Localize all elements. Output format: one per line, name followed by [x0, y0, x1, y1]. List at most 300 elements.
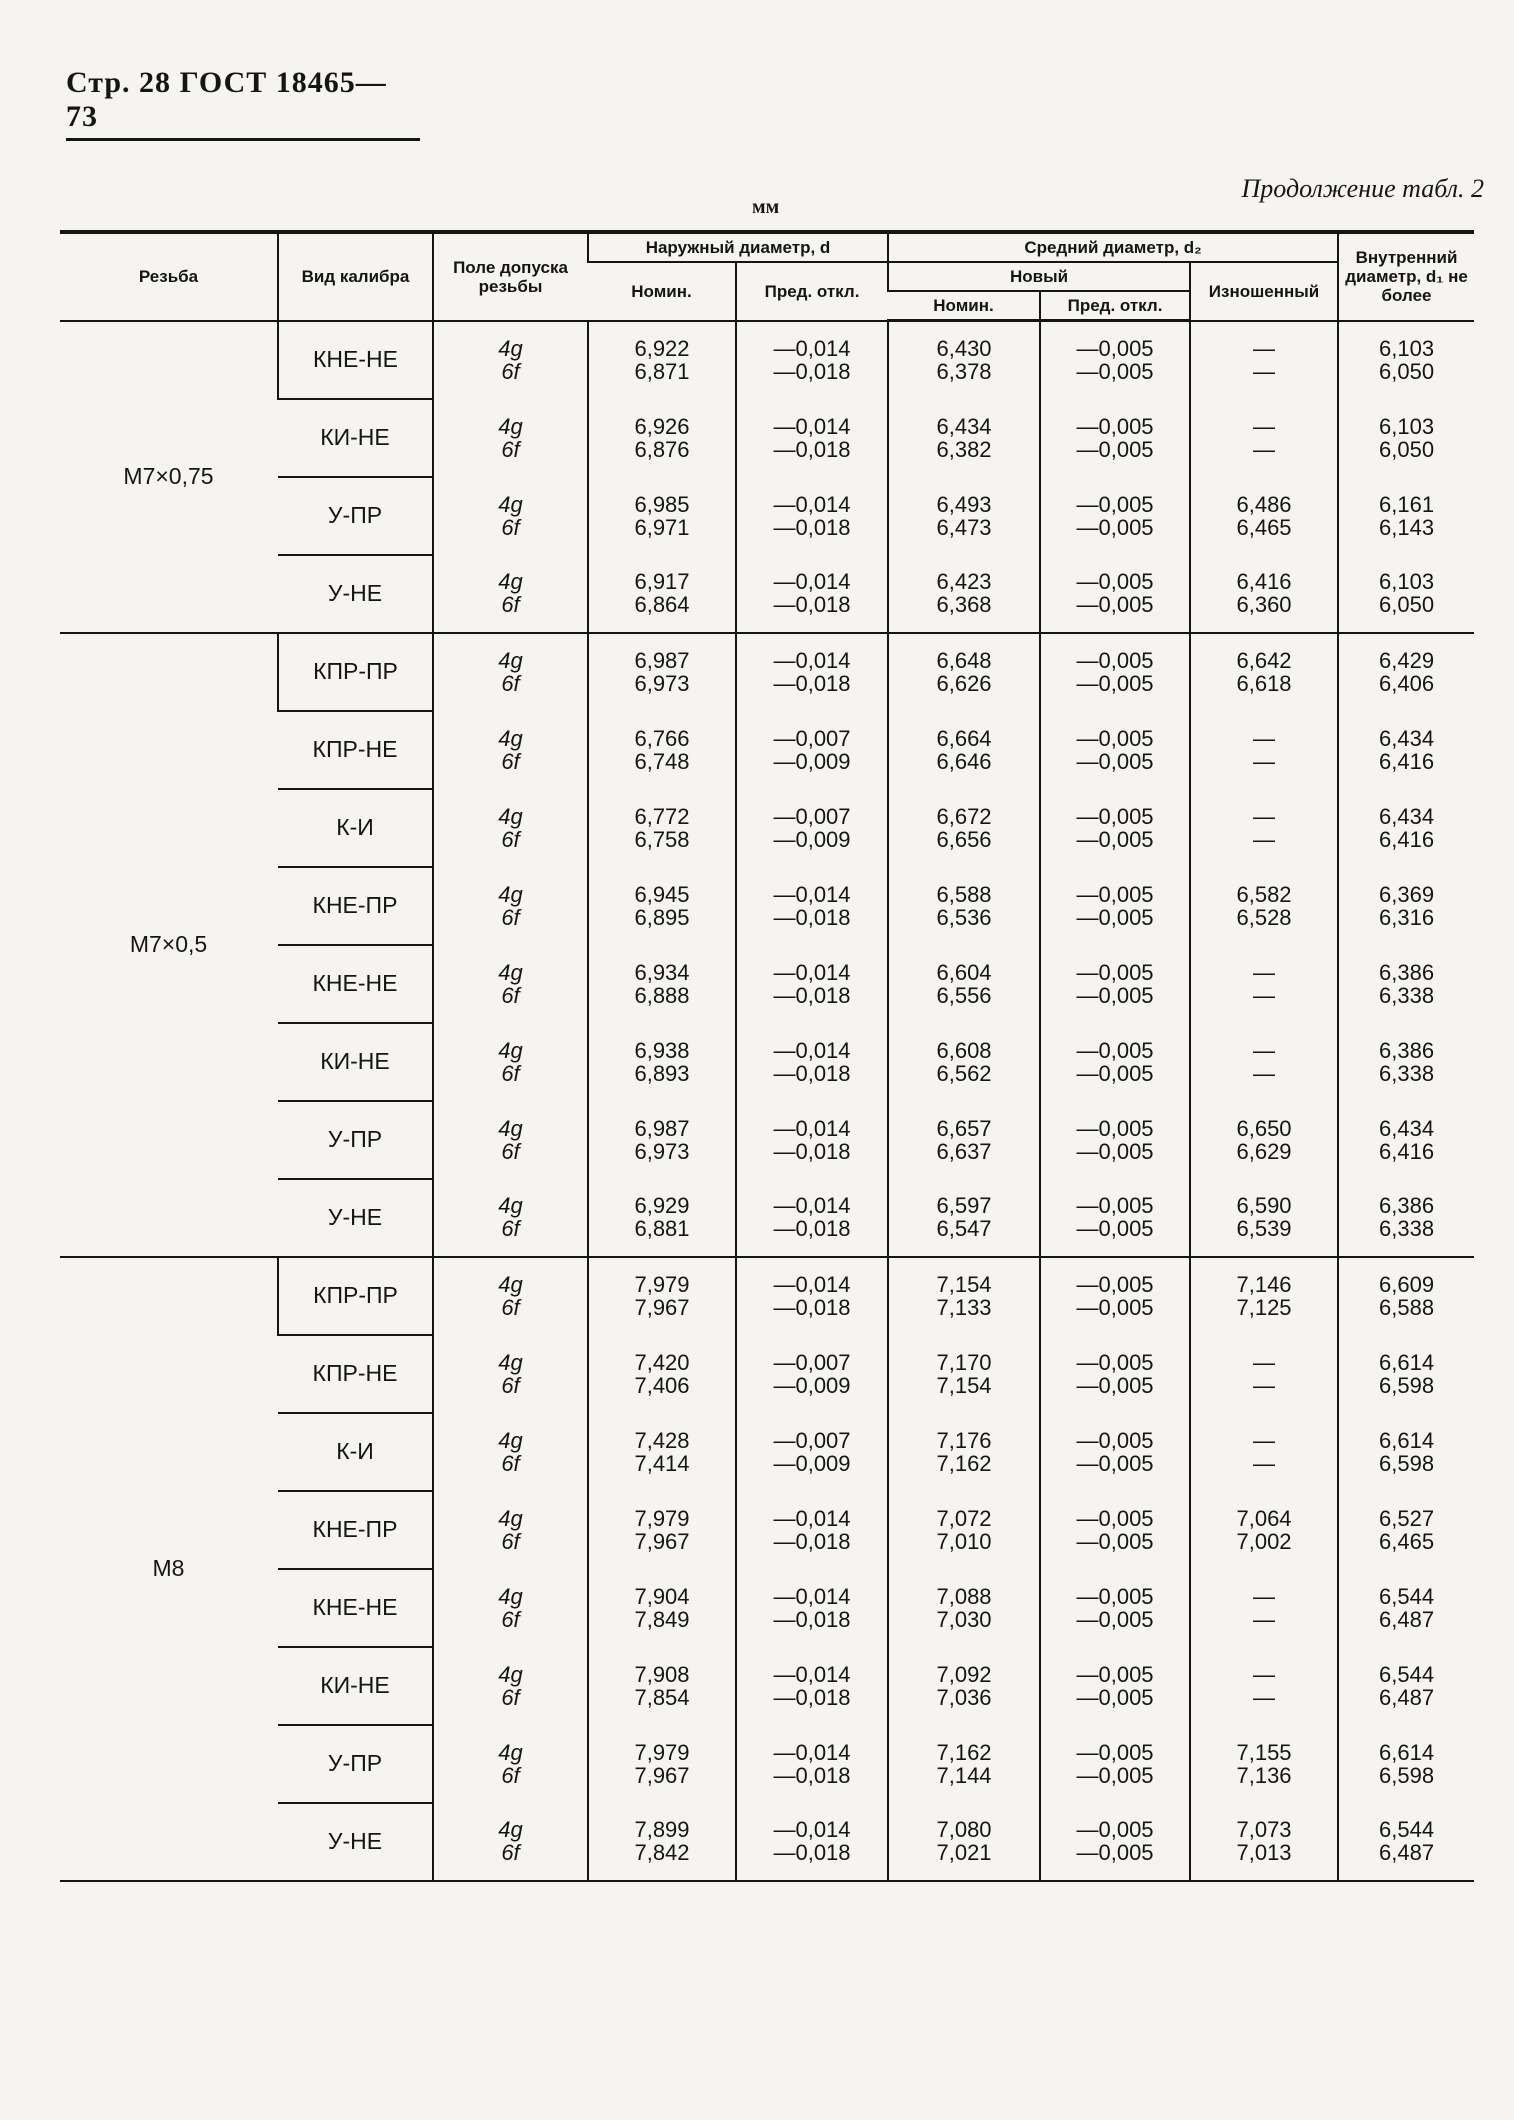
- cell-line: 6,465: [1236, 514, 1292, 540]
- thread-designation: M7×0,5: [60, 633, 278, 1257]
- tolerance-cell: [433, 1023, 588, 1101]
- cell-line: —: [1253, 359, 1276, 384]
- cell-line: 7,162: [936, 1450, 992, 1476]
- pitch-nominal-cell: [888, 1257, 1040, 1335]
- pitch-nominal-cell: [888, 867, 1040, 945]
- header-outer-deviation: Пред. откл.: [736, 262, 888, 321]
- cell-line: 7,420: [634, 1349, 690, 1375]
- cell-line: —: [1253, 982, 1276, 1008]
- cell-line: 7,170: [936, 1349, 992, 1375]
- cell-line: 4g: [498, 881, 523, 907]
- cell-line: —0,005: [1076, 1840, 1154, 1865]
- cell-line: 6,614: [1379, 1427, 1435, 1453]
- header-worn: Изношенный: [1190, 262, 1338, 321]
- header-pitch-diameter: Средний диаметр, d₂: [888, 232, 1338, 262]
- outer-nominal-cell: [588, 399, 736, 477]
- cell-line: 6f: [501, 982, 520, 1008]
- cell-line: 7,979: [634, 1272, 690, 1297]
- outer-nominal-cell: [588, 477, 736, 555]
- cell-line: 4g: [498, 1115, 523, 1141]
- cell-line: 6,562: [936, 1060, 992, 1086]
- outer-deviation-cell: [736, 1413, 888, 1491]
- cell-line: —: [1253, 826, 1276, 852]
- cell-line: 6,657: [936, 1115, 992, 1141]
- pitch-deviation-cell: [1040, 1179, 1190, 1257]
- cell-line: 6,103: [1379, 336, 1435, 361]
- cell-line: 4g: [498, 648, 523, 673]
- cell-line: 7,155: [1236, 1739, 1292, 1765]
- cell-line: —0,014: [773, 648, 851, 673]
- cell-line: —0,018: [773, 1606, 851, 1632]
- cell-line: —0,005: [1076, 959, 1154, 985]
- outer-deviation-cell: [736, 1101, 888, 1179]
- gauge-type-cell: КНЕ-НЕ: [278, 1569, 433, 1647]
- outer-deviation-cell: [736, 1803, 888, 1881]
- cell-line: —0,014: [773, 569, 851, 594]
- cell-line: —0,009: [773, 1372, 851, 1398]
- table-row: [60, 1257, 1474, 1335]
- pitch-deviation-cell: [1040, 321, 1190, 399]
- inner-diameter-cell: [1338, 1179, 1474, 1257]
- cell-line: —0,005: [1076, 803, 1154, 829]
- cell-line: 6f: [501, 1450, 520, 1476]
- outer-deviation-cell: [736, 1491, 888, 1569]
- cell-line: 6,604: [936, 959, 992, 985]
- inner-diameter-cell: [1338, 1413, 1474, 1491]
- cell-line: —0,007: [773, 725, 851, 751]
- inner-diameter-cell: [1338, 555, 1474, 633]
- cell-line: —0,014: [773, 1817, 851, 1842]
- cell-line: 6,922: [634, 336, 690, 361]
- cell-line: —: [1253, 1060, 1276, 1086]
- cell-line: 6,598: [1379, 1450, 1435, 1476]
- cell-line: 7,154: [936, 1272, 992, 1297]
- cell-line: 4g: [498, 413, 523, 439]
- outer-deviation-cell: [736, 477, 888, 555]
- cell-line: 6,888: [634, 982, 690, 1008]
- cell-line: 7,064: [1236, 1505, 1292, 1531]
- cell-line: 6f: [501, 359, 520, 384]
- cell-line: 6,772: [634, 803, 690, 829]
- cell-line: 4g: [498, 336, 523, 361]
- header-tolerance-field: Поле допуска резьбы: [433, 232, 588, 321]
- tolerance-cell: [433, 945, 588, 1023]
- cell-line: 7,967: [634, 1528, 690, 1554]
- cell-line: —: [1253, 413, 1276, 439]
- tolerance-cell: [433, 1257, 588, 1335]
- inner-diameter-cell: [1338, 1725, 1474, 1803]
- tolerance-cell: [433, 399, 588, 477]
- cell-line: 6,434: [936, 413, 992, 439]
- worn-cell: [1190, 1725, 1338, 1803]
- tolerance-cell: [433, 1101, 588, 1179]
- cell-line: 6,338: [1379, 1216, 1435, 1241]
- header-pitch-deviation: Пред. откл.: [1040, 291, 1190, 321]
- cell-line: —0,005: [1076, 748, 1154, 774]
- gauge-type-cell: У-НЕ: [278, 555, 433, 633]
- cell-line: 6f: [501, 1372, 520, 1398]
- outer-nominal-cell: [588, 1569, 736, 1647]
- pitch-nominal-cell: [888, 789, 1040, 867]
- tolerance-cell: [433, 1647, 588, 1725]
- tolerance-cell: [433, 867, 588, 945]
- cell-line: 6,614: [1379, 1349, 1435, 1375]
- cell-line: 7,030: [936, 1606, 992, 1632]
- outer-nominal-cell: [588, 945, 736, 1023]
- cell-line: —: [1253, 436, 1276, 462]
- cell-line: —0,005: [1076, 1528, 1154, 1554]
- outer-nominal-cell: [588, 321, 736, 399]
- cell-line: 6,386: [1379, 959, 1435, 985]
- cell-line: 4g: [498, 1661, 523, 1687]
- cell-line: 7,967: [634, 1295, 690, 1320]
- cell-line: 4g: [498, 1349, 523, 1375]
- cell-line: —0,014: [773, 1661, 851, 1687]
- cell-line: 6,429: [1379, 648, 1435, 673]
- worn-cell: [1190, 321, 1338, 399]
- cell-line: —0,005: [1076, 826, 1154, 852]
- outer-nominal-cell: [588, 1257, 736, 1335]
- cell-line: 7,125: [1236, 1295, 1292, 1320]
- cell-line: 6,378: [936, 359, 992, 385]
- outer-nominal-cell: [588, 1023, 736, 1101]
- cell-line: 6,050: [1379, 592, 1435, 617]
- cell-line: 4g: [498, 725, 523, 751]
- outer-deviation-cell: [736, 711, 888, 789]
- cell-line: 7,136: [1236, 1762, 1292, 1788]
- inner-diameter-cell: [1338, 477, 1474, 555]
- cell-line: —0,005: [1076, 436, 1154, 462]
- cell-line: 6f: [501, 1295, 520, 1320]
- pitch-deviation-cell: [1040, 1647, 1190, 1725]
- worn-cell: [1190, 399, 1338, 477]
- cell-line: 7,414: [634, 1450, 690, 1476]
- cell-line: 6,473: [936, 514, 992, 540]
- pitch-deviation-cell: [1040, 945, 1190, 1023]
- cell-line: 7,979: [634, 1505, 690, 1531]
- tolerance-cell: [433, 711, 588, 789]
- cell-line: —0,014: [773, 1505, 851, 1531]
- header-new: Новый: [888, 262, 1190, 291]
- cell-line: 4g: [498, 1505, 523, 1531]
- cell-line: 6,316: [1379, 904, 1435, 930]
- cell-line: 6,544: [1379, 1817, 1435, 1842]
- cell-line: 7,144: [936, 1762, 992, 1788]
- cell-line: 6,864: [634, 592, 690, 617]
- cell-line: —0,005: [1076, 671, 1154, 696]
- cell-line: 6,598: [1379, 1762, 1435, 1788]
- cell-line: —0,005: [1076, 1817, 1154, 1842]
- cell-line: —0,014: [773, 881, 851, 907]
- cell-line: 6,338: [1379, 1060, 1435, 1086]
- outer-deviation-cell: [736, 1023, 888, 1101]
- gauge-type-cell: КНЕ-ПР: [278, 867, 433, 945]
- inner-diameter-cell: [1338, 1647, 1474, 1725]
- pitch-nominal-cell: [888, 945, 1040, 1023]
- tolerance-cell: [433, 1179, 588, 1257]
- cell-line: —0,005: [1076, 881, 1154, 907]
- cell-line: 6,926: [634, 413, 690, 439]
- outer-nominal-cell: [588, 711, 736, 789]
- cell-line: 6f: [501, 1138, 520, 1164]
- units-label: мм: [752, 196, 780, 218]
- outer-nominal-cell: [588, 633, 736, 711]
- outer-deviation-cell: [736, 789, 888, 867]
- cell-line: —0,005: [1076, 904, 1154, 930]
- outer-deviation-cell: [736, 555, 888, 633]
- cell-line: —: [1253, 1037, 1276, 1063]
- cell-line: —0,005: [1076, 1295, 1154, 1320]
- cell-line: 7,406: [634, 1372, 690, 1398]
- outer-deviation-cell: [736, 1725, 888, 1803]
- cell-line: —: [1253, 336, 1276, 361]
- cell-line: 6,609: [1379, 1272, 1435, 1297]
- outer-nominal-cell: [588, 1179, 736, 1257]
- thread-designation: M7×0,75: [60, 321, 278, 633]
- cell-line: 6f: [501, 671, 520, 696]
- cell-line: —0,005: [1076, 514, 1154, 540]
- cell-line: —0,005: [1076, 336, 1154, 362]
- cell-line: 6,423: [936, 569, 992, 594]
- cell-line: 6f: [501, 1762, 520, 1788]
- cell-line: —: [1253, 1606, 1276, 1632]
- worn-cell: [1190, 477, 1338, 555]
- cell-line: 6,368: [936, 592, 992, 617]
- cell-line: 4g: [498, 1427, 523, 1453]
- cell-line: 6,588: [1379, 1295, 1435, 1320]
- tolerance-cell: [433, 477, 588, 555]
- gauge-type-cell: КНЕ-ПР: [278, 1491, 433, 1569]
- cell-line: 6,642: [1236, 648, 1292, 673]
- cell-line: 6f: [501, 592, 520, 617]
- cell-line: 6,406: [1379, 671, 1435, 696]
- cell-line: 6,881: [634, 1216, 690, 1241]
- cell-line: 7,854: [634, 1684, 690, 1710]
- cell-line: —0,018: [773, 1216, 851, 1241]
- cell-line: —0,005: [1076, 1739, 1154, 1765]
- cell-line: —0,005: [1076, 1661, 1154, 1687]
- tolerance-cell: [433, 1569, 588, 1647]
- cell-line: 6,748: [634, 748, 690, 774]
- inner-diameter-cell: [1338, 1335, 1474, 1413]
- pitch-deviation-cell: [1040, 789, 1190, 867]
- cell-line: 6,646: [936, 748, 992, 774]
- outer-nominal-cell: [588, 1335, 736, 1413]
- cell-line: —0,005: [1076, 413, 1154, 439]
- cell-line: —: [1253, 803, 1276, 829]
- pitch-nominal-cell: [888, 1569, 1040, 1647]
- cell-line: 7,146: [1236, 1272, 1292, 1297]
- gauge-type-cell: КНЕ-НЕ: [278, 945, 433, 1023]
- outer-deviation-cell: [736, 1335, 888, 1413]
- cell-line: 6,582: [1236, 881, 1292, 907]
- worn-cell: [1190, 789, 1338, 867]
- cell-line: —0,005: [1076, 1684, 1154, 1710]
- cell-line: —0,005: [1076, 1505, 1154, 1531]
- cell-line: 6,487: [1379, 1606, 1435, 1632]
- cell-line: 6,434: [1379, 725, 1435, 751]
- cell-line: 6,386: [1379, 1037, 1435, 1063]
- worn-cell: [1190, 1023, 1338, 1101]
- cell-line: 6,493: [936, 491, 992, 517]
- inner-diameter-cell: [1338, 945, 1474, 1023]
- cell-line: 6,486: [1236, 491, 1292, 517]
- inner-diameter-cell: [1338, 321, 1474, 399]
- cell-line: 7,073: [1236, 1817, 1292, 1842]
- tolerance-cell: [433, 1725, 588, 1803]
- table-row: [60, 321, 1474, 399]
- outer-nominal-cell: [588, 1725, 736, 1803]
- cell-line: —0,009: [773, 826, 851, 852]
- cell-line: —0,007: [773, 803, 851, 829]
- worn-cell: [1190, 1569, 1338, 1647]
- cell-line: 7,967: [634, 1762, 690, 1788]
- cell-line: 6,766: [634, 725, 690, 751]
- tolerance-cell: [433, 1335, 588, 1413]
- cell-line: 7,021: [936, 1840, 992, 1865]
- pitch-nominal-cell: [888, 1413, 1040, 1491]
- cell-line: 4g: [498, 1272, 523, 1297]
- cell-line: 6,527: [1379, 1505, 1435, 1531]
- cell-line: —0,005: [1076, 1216, 1154, 1241]
- cell-line: 6f: [501, 514, 520, 540]
- cell-line: 4g: [498, 569, 523, 594]
- tolerance-cell: [433, 1491, 588, 1569]
- tolerance-cell: [433, 1413, 588, 1491]
- pitch-deviation-cell: [1040, 477, 1190, 555]
- cell-line: 6,973: [634, 671, 690, 696]
- cell-line: 6f: [501, 1606, 520, 1632]
- inner-diameter-cell: [1338, 633, 1474, 711]
- pitch-deviation-cell: [1040, 1023, 1190, 1101]
- pitch-nominal-cell: [888, 1491, 1040, 1569]
- tolerance-cell: [433, 789, 588, 867]
- pitch-nominal-cell: [888, 321, 1040, 399]
- cell-line: 7,013: [1236, 1840, 1292, 1865]
- header-outer-diameter: Наружный диаметр, d: [588, 232, 888, 262]
- outer-nominal-cell: [588, 1803, 736, 1881]
- cell-line: 6,929: [634, 1193, 690, 1218]
- cell-line: —0,005: [1076, 359, 1154, 385]
- pitch-nominal-cell: [888, 555, 1040, 633]
- cell-line: —0,005: [1076, 982, 1154, 1008]
- cell-line: 7,036: [936, 1684, 992, 1710]
- pitch-nominal-cell: [888, 1803, 1040, 1881]
- worn-cell: [1190, 945, 1338, 1023]
- cell-line: 6,487: [1379, 1684, 1435, 1710]
- cell-line: 7,979: [634, 1739, 690, 1765]
- cell-line: —: [1253, 959, 1276, 985]
- cell-line: 6,650: [1236, 1115, 1292, 1141]
- cell-line: 6,917: [634, 569, 690, 594]
- cell-line: 6,434: [1379, 803, 1435, 829]
- gauge-type-cell: У-ПР: [278, 1725, 433, 1803]
- cell-line: 7,092: [936, 1661, 992, 1687]
- outer-nominal-cell: [588, 555, 736, 633]
- tolerance-cell: [433, 633, 588, 711]
- cell-line: —0,007: [773, 1349, 851, 1375]
- cell-line: 4g: [498, 1193, 523, 1218]
- page-header: [66, 66, 420, 141]
- pitch-deviation-cell: [1040, 1491, 1190, 1569]
- cell-line: —: [1253, 1427, 1276, 1453]
- cell-line: —0,005: [1076, 1193, 1154, 1218]
- cell-line: 6,618: [1236, 671, 1292, 696]
- outer-deviation-cell: [736, 1647, 888, 1725]
- cell-line: 6,648: [936, 648, 992, 673]
- cell-line: 6,386: [1379, 1193, 1435, 1218]
- gauge-type-cell: У-НЕ: [278, 1179, 433, 1257]
- cell-line: 6,416: [1379, 748, 1435, 774]
- cell-line: —0,014: [773, 336, 851, 361]
- worn-cell: [1190, 1803, 1338, 1881]
- pitch-deviation-cell: [1040, 555, 1190, 633]
- worn-cell: [1190, 1101, 1338, 1179]
- cell-line: —0,014: [773, 1037, 851, 1063]
- gauge-type-cell: У-ПР: [278, 1101, 433, 1179]
- thread-gauge-table: [60, 230, 1474, 1882]
- worn-cell: [1190, 711, 1338, 789]
- pitch-deviation-cell: [1040, 633, 1190, 711]
- cell-line: 6,528: [1236, 904, 1292, 930]
- gauge-type-cell: КПР-ПР: [278, 1257, 433, 1335]
- cell-line: 6,103: [1379, 569, 1435, 594]
- cell-line: 6,629: [1236, 1138, 1292, 1164]
- cell-line: 4g: [498, 491, 523, 517]
- pitch-nominal-cell: [888, 477, 1040, 555]
- cell-line: 6,369: [1379, 881, 1435, 907]
- cell-line: 6f: [501, 1060, 520, 1086]
- cell-line: —0,014: [773, 1583, 851, 1609]
- table-continuation-note: Продолжение табл. 2: [1241, 174, 1484, 203]
- outer-nominal-cell: [588, 1647, 736, 1725]
- cell-line: 4g: [498, 803, 523, 829]
- outer-nominal-cell: [588, 1101, 736, 1179]
- cell-line: 6,656: [936, 826, 992, 852]
- gauge-type-cell: КИ-НЕ: [278, 1023, 433, 1101]
- worn-cell: [1190, 1179, 1338, 1257]
- cell-line: —0,005: [1076, 1037, 1154, 1063]
- worn-cell: [1190, 1335, 1338, 1413]
- cell-line: 7,072: [936, 1505, 992, 1531]
- header-thread: Резьба: [60, 232, 278, 321]
- inner-diameter-cell: [1338, 1491, 1474, 1569]
- tolerance-cell: [433, 555, 588, 633]
- cell-line: —0,018: [773, 1295, 851, 1320]
- pitch-nominal-cell: [888, 633, 1040, 711]
- cell-line: 6,161: [1379, 491, 1435, 517]
- gauge-type-cell: К-И: [278, 789, 433, 867]
- cell-line: 7,010: [936, 1528, 992, 1554]
- cell-line: 6,985: [634, 491, 690, 517]
- cell-line: —0,005: [1076, 592, 1154, 617]
- cell-line: —0,014: [773, 1272, 851, 1297]
- gauge-type-cell: КПР-ПР: [278, 633, 433, 711]
- inner-diameter-cell: [1338, 711, 1474, 789]
- cell-line: 6,987: [634, 1115, 690, 1141]
- pitch-deviation-cell: [1040, 1569, 1190, 1647]
- cell-line: —0,005: [1076, 1606, 1154, 1632]
- cell-line: —: [1253, 1583, 1276, 1609]
- cell-line: —0,005: [1076, 1060, 1154, 1086]
- outer-deviation-cell: [736, 945, 888, 1023]
- cell-line: —0,005: [1076, 1138, 1154, 1164]
- pitch-nominal-cell: [888, 711, 1040, 789]
- header-gauge-type: Вид калибра: [278, 232, 433, 321]
- cell-line: 6,871: [634, 359, 690, 384]
- cell-line: 6,637: [936, 1138, 992, 1164]
- cell-line: 6,556: [936, 982, 992, 1008]
